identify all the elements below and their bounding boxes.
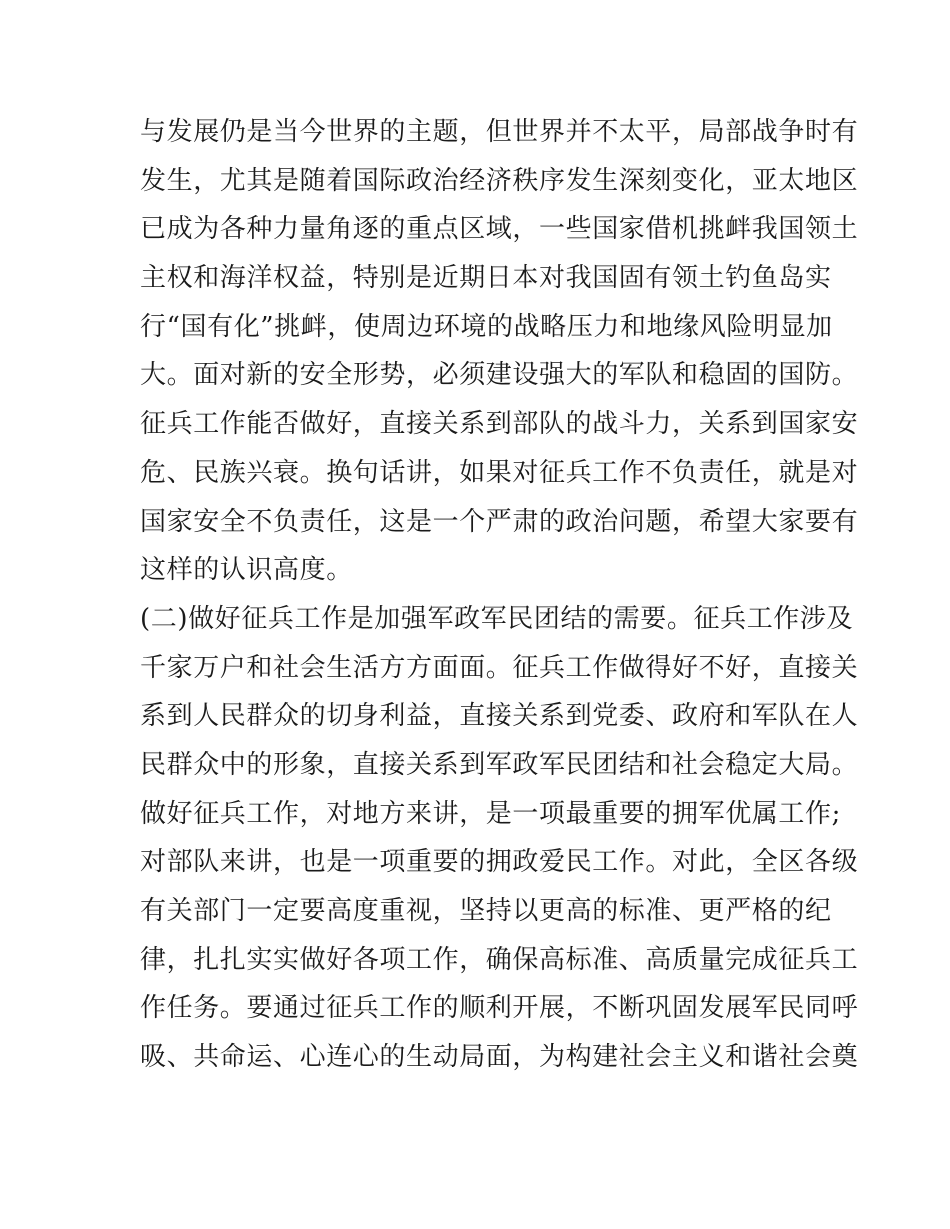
text-line-2: 发生，尤其是随着国际政治经济秩序发生深刻变化，亚太地区: [140, 165, 859, 196]
text-line-6: 大。面对新的安全形势，必须建设强大的军队和稳固的国防。: [140, 360, 859, 391]
text-line-19: 作任务。要通过征兵工作的顺利开展，不断巩固发展军民同呼: [140, 993, 859, 1024]
text-line-13: 系到人民群众的切身利益，直接关系到党委、政府和军队在人: [140, 701, 859, 732]
text-line-11: (二)做好征兵工作是加强军政军民团结的需要。征兵工作涉及: [140, 603, 854, 634]
text-line-16: 对部队来讲，也是一项重要的拥政爱民工作。对此，全区各级: [140, 847, 859, 878]
text-line-9: 国家安全不负责任，这是一个严肃的政治问题，希望大家要有: [140, 506, 859, 537]
text-line-14: 民群众中的形象，直接关系到军政军民团结和社会稳定大局。: [140, 749, 859, 780]
text-line-15: 做好征兵工作，对地方来讲，是一项最重要的拥军优属工作;: [140, 798, 841, 829]
text-line-4: 主权和海洋权益，特别是近期日本对我国固有领土钓鱼岛实: [140, 263, 832, 294]
text-line-18: 律，扎扎实实做好各项工作，确保高标准、高质量完成征兵工: [140, 944, 859, 975]
text-line-7: 征兵工作能否做好，直接关系到部队的战斗力，关系到国家安: [140, 409, 859, 440]
text-line-12: 千家万户和社会生活方方面面。征兵工作做得好不好，直接关: [140, 652, 859, 683]
text-line-8: 危、民族兴衰。换句话讲，如果对征兵工作不负责任，就是对: [140, 457, 859, 488]
text-line-10: 这样的认识高度。: [140, 555, 353, 586]
document-body-text: [140, 108, 859, 1082]
text-line-3: 已成为各种力量角逐的重点区域，一些国家借机挑衅我国领土: [140, 214, 859, 245]
text-line-5: 行“国有化”挑衅，使周边环境的战略压力和地缘风险明显加: [140, 311, 833, 342]
text-line-1: 与发展仍是当今世界的主题，但世界并不太平，局部战争时有: [140, 117, 859, 147]
text-line-17: 有关部门一定要高度重视，坚持以更高的标准、更严格的纪: [140, 896, 832, 926]
text-line-20: 吸、共命运、心连心的生动局面，为构建社会主义和谐社会奠: [140, 1042, 859, 1073]
